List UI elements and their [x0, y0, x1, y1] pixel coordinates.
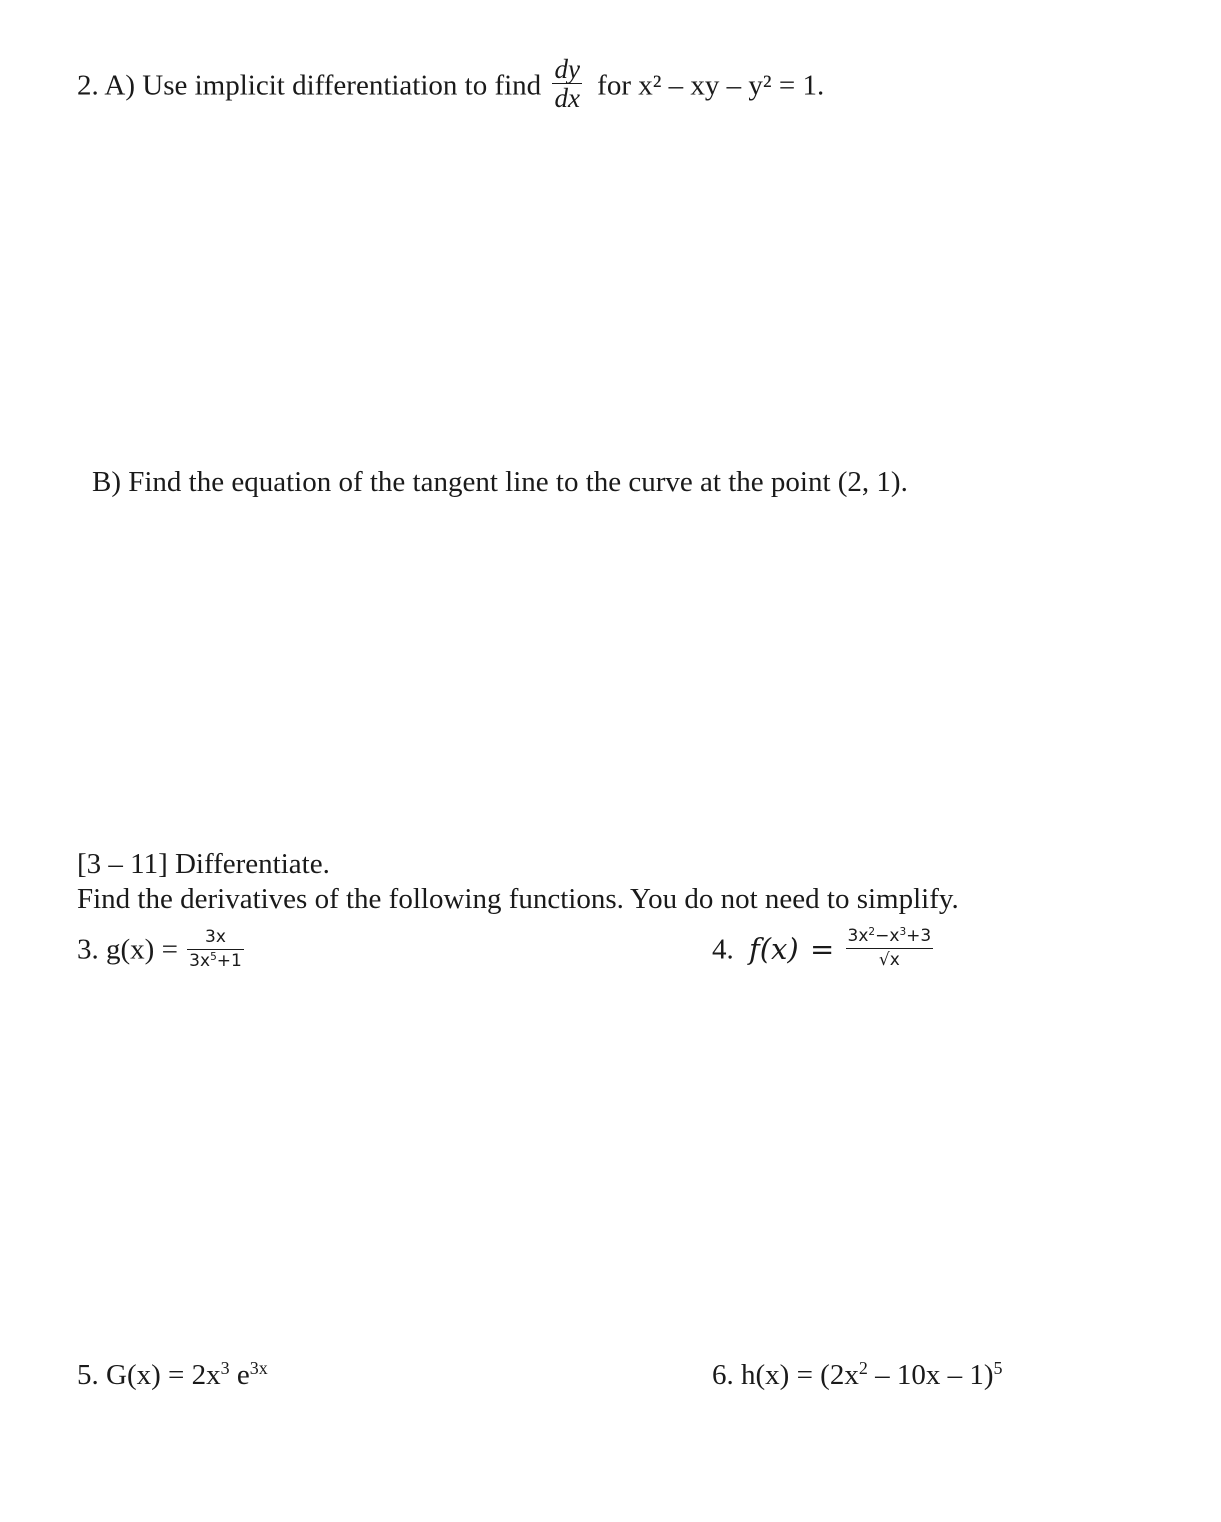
problem-6-exp2: 5 — [993, 1358, 1003, 1379]
problem-4-label: 4. — [712, 933, 734, 966]
fraction-numerator: dy — [554, 54, 580, 84]
problem-5-label: 5. G(x) = 2x — [77, 1359, 221, 1391]
problem-3-label: 3. g(x) = — [77, 933, 178, 966]
problem-2a-prefix: 2. A) Use implicit differentiation to find — [77, 69, 542, 102]
problem-2b — [92, 465, 908, 499]
problem-6-label: 6. h(x) = (2x — [712, 1359, 859, 1391]
problem-4-numerator: $3x^2-x^3+3$ — [846, 928, 934, 949]
problem-3-numerator: 3x — [187, 929, 244, 950]
section-range-heading: [3 – 11] Differentiate. — [77, 848, 330, 880]
problem-2b-text: B) Find the equation of the tangent line to the curve at the point (2, 1). — [92, 466, 908, 498]
problem-5-mid: e — [229, 1359, 250, 1391]
fraction-denominator: dx — [554, 83, 580, 114]
problem-4 — [712, 926, 933, 973]
dy-dx-fraction — [552, 55, 581, 113]
instructions-text: Find the derivatives of the following functions. You do not need to simplify. — [77, 883, 959, 915]
problem-6-exp1: 2 — [858, 1358, 868, 1379]
problem-3-denominator: $3x^5+1$ — [189, 950, 242, 971]
problem-4-equals: = — [809, 931, 835, 966]
problem-5 — [77, 1358, 268, 1392]
problem-3-fraction — [187, 929, 244, 971]
problem-2a-equation: for x² – xy – y² = 1. — [597, 69, 825, 102]
section-heading — [77, 847, 330, 881]
problem-6 — [712, 1358, 1002, 1392]
problem-5-exp1: 3 — [220, 1358, 230, 1379]
problem-5-exp2: 3x — [249, 1358, 268, 1379]
problem-2a — [77, 54, 825, 117]
problem-4-fraction — [846, 928, 934, 970]
problem-4-function: f(x) — [749, 931, 799, 966]
problem-3 — [77, 927, 244, 973]
problem-6-mid: – 10x – 1) — [867, 1359, 994, 1391]
problem-4-denominator: √x — [878, 949, 900, 970]
section-instructions — [77, 882, 959, 916]
